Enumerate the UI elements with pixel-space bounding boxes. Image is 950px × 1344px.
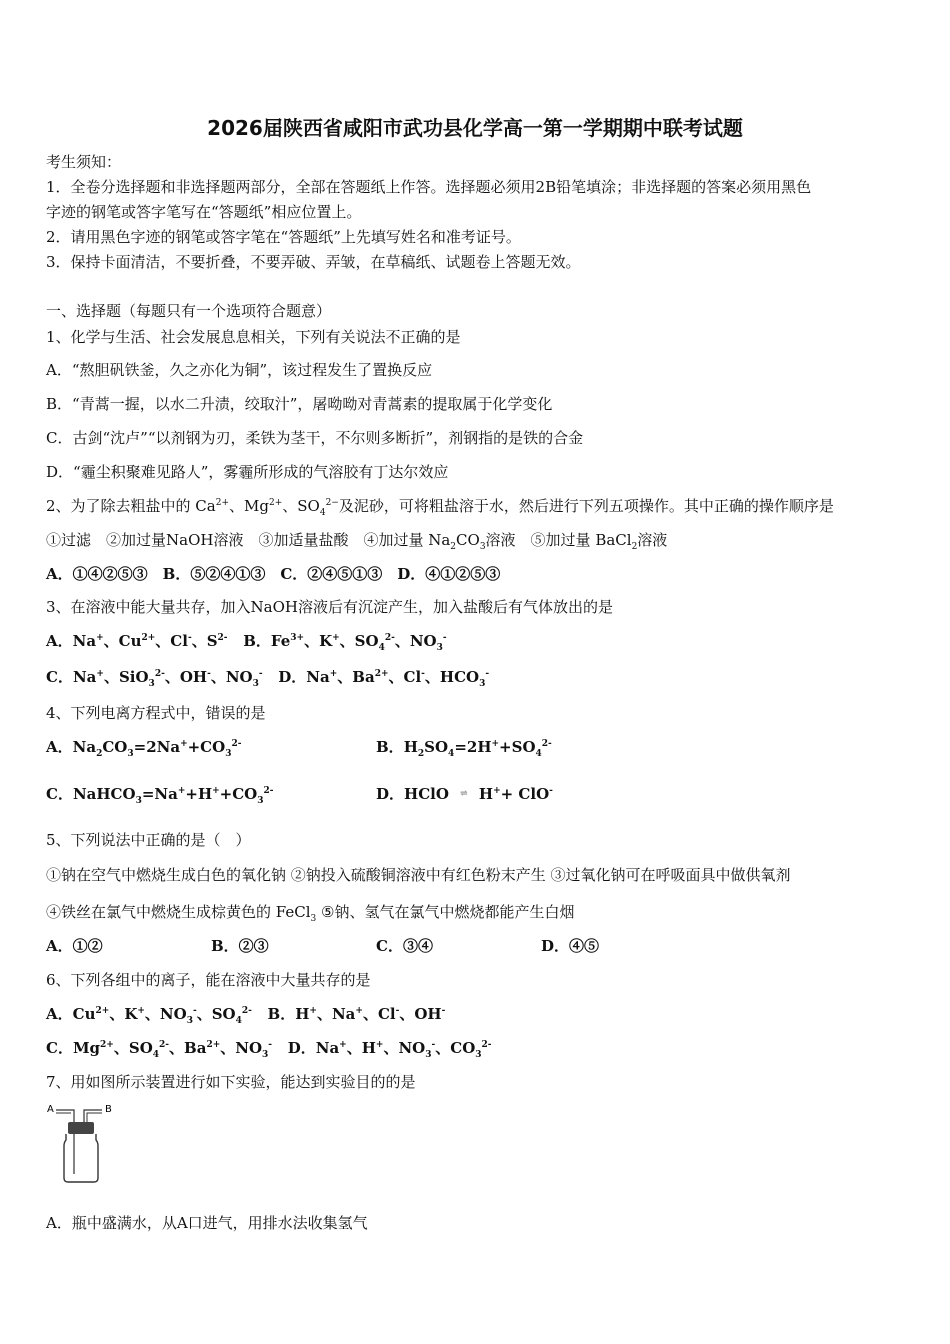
- q4-option-b: B．$H_2SO_4=2H^++SO_4^{2-}$: [376, 738, 552, 759]
- q5-option-d: D．④⑤: [541, 937, 600, 955]
- section-heading: 一、选择题（每题只有一个选项符合题意）: [46, 302, 332, 320]
- q5-stem: 5、下列说法中正确的是（ ）: [46, 831, 251, 849]
- notice-line-1a: 1．全卷分选择题和非选择题两部分，全部在答题纸上作答。选择题必须用2B铅笔填涂；非选择题的答案必须用黑色: [46, 178, 812, 196]
- q1-stem: 1、化学与生活、社会发展息息相关，下列有关说法不正确的是: [46, 328, 461, 346]
- q5-option-c: C．③④: [376, 937, 433, 955]
- q5-option-b: B．②③: [211, 937, 269, 955]
- q2-options: A．①④②⑤③ B．⑤②④①③ C．②④⑤①③ D．④①②⑤③: [46, 565, 501, 583]
- reversible-arrow-icon: ⇌: [460, 789, 468, 799]
- notice-line-2: 2．请用黑色字迹的钢笔或答字笔在“答题纸”上先填写姓名和准考证号。: [46, 228, 521, 246]
- q1-option-a: A．“熬胆矾铁釜，久之亦化为铜”，该过程发生了置换反应: [46, 361, 433, 379]
- apparatus-label-a: A: [47, 1104, 54, 1115]
- notice-line-1b: 字迹的钢笔或答字笔写在“答题纸”相应位置上。: [46, 203, 362, 221]
- q1-option-b: B．“青蒿一握，以水二升渍，绞取汁”，屠呦呦对青蒿素的提取属于化学变化: [46, 395, 553, 413]
- notice-heading: 考生须知：: [46, 153, 122, 171]
- q3-stem: 3、在溶液中能大量共存，加入NaOH溶液后有沉淀产生，加入盐酸后有气体放出的是: [46, 598, 613, 616]
- gas-bottle-apparatus: [44, 1102, 116, 1186]
- q3-options-ab: A．Na+、$Cu^{2+}$、Cl-、$S^{2-}$ B．$Fe^{3+}$、K+、$SO_4^{2-}$、$NO_3^-$: [46, 632, 447, 653]
- q6-options-cd: C．$Mg^{2+}$、$SO_4^{2-}$、$Ba^{2+}$、$NO_3^-$ D．Na+、H+、$NO_3^-$、$CO_3^{2-}$: [46, 1039, 492, 1060]
- q1-option-d: D．“霾尘积聚难见路人”，雾霾所形成的气溶胶有丁达尔效应: [46, 463, 449, 481]
- q4-option-a: A．$Na_2CO_3=2Na^++CO_3^{2-}$: [46, 738, 242, 759]
- q6-options-ab: A．$Cu^{2+}$、K+、$NO_3^-$、$SO_4^{2-}$ B．H+、Na+、Cl-、OH-: [46, 1005, 446, 1026]
- q7-stem: 7、用如图所示装置进行如下实验，能达到实验目的的是: [46, 1073, 416, 1091]
- apparatus-label-b: B: [105, 1104, 112, 1115]
- q5-statements-1: ①钠在空气中燃烧生成白色的氧化钠 ②钠投入硫酸铜溶液中有红色粉末产生 ③过氧化钠可在呼吸面具中做供氧剂: [46, 866, 791, 884]
- q6-stem: 6、下列各组中的离子，能在溶液中大量共存的是: [46, 971, 371, 989]
- bottle: [64, 1134, 98, 1182]
- q7-option-a: A．瓶中盛满水，从A口进气，用排水法收集氢气: [46, 1214, 368, 1232]
- q1-option-c: C．古剑“沈卢”“以剂钢为刃，柔铁为茎干，不尔则多断折”，剂钢指的是铁的合金: [46, 429, 584, 447]
- q3-options-cd: C．Na+、SiO$_3^{2-}$、OH-、$NO_3^-$ D．Na+、$Ba^{2+}$、Cl-、$HCO_3^-$: [46, 668, 490, 689]
- q4-option-d: D．HClO ⇌ H++ ClO-: [376, 785, 553, 803]
- q5-option-a: A．①②: [46, 937, 103, 955]
- stopper: [68, 1122, 94, 1134]
- q5-statements-2: ④铁丝在氯气中燃烧生成棕黄色的 FeCl$_3$ ⑤钠、氢气在氯气中燃烧都能产生白烟: [46, 903, 575, 924]
- q2-stem: 2、为了除去粗盐中的 $Ca^{2+}$、$Mg^{2+}$、$SO_4^{2-}$及泥砂，可将粗盐溶于水，然后进行下列五项操作。其中正确的操作顺序是: [46, 497, 834, 518]
- q4-option-c: C．$NaHCO_3=Na^++H^++CO_3^{2-}$: [46, 785, 274, 806]
- notice-line-3: 3．保持卡面清洁，不要折叠，不要弄破、弄皱，在草稿纸、试题卷上答题无效。: [46, 253, 581, 271]
- q2-operations: ①过滤 ②加过量NaOH溶液 ③加适量盐酸 ④加过量 $Na_2CO_3$溶液 ⑤加过量 BaCl$_2$溶液: [46, 531, 668, 552]
- page-title: 2026届陕西省咸阳市武功县化学高一第一学期期中联考试题: [207, 116, 743, 140]
- q4-stem: 4、下列电离方程式中，错误的是: [46, 704, 266, 722]
